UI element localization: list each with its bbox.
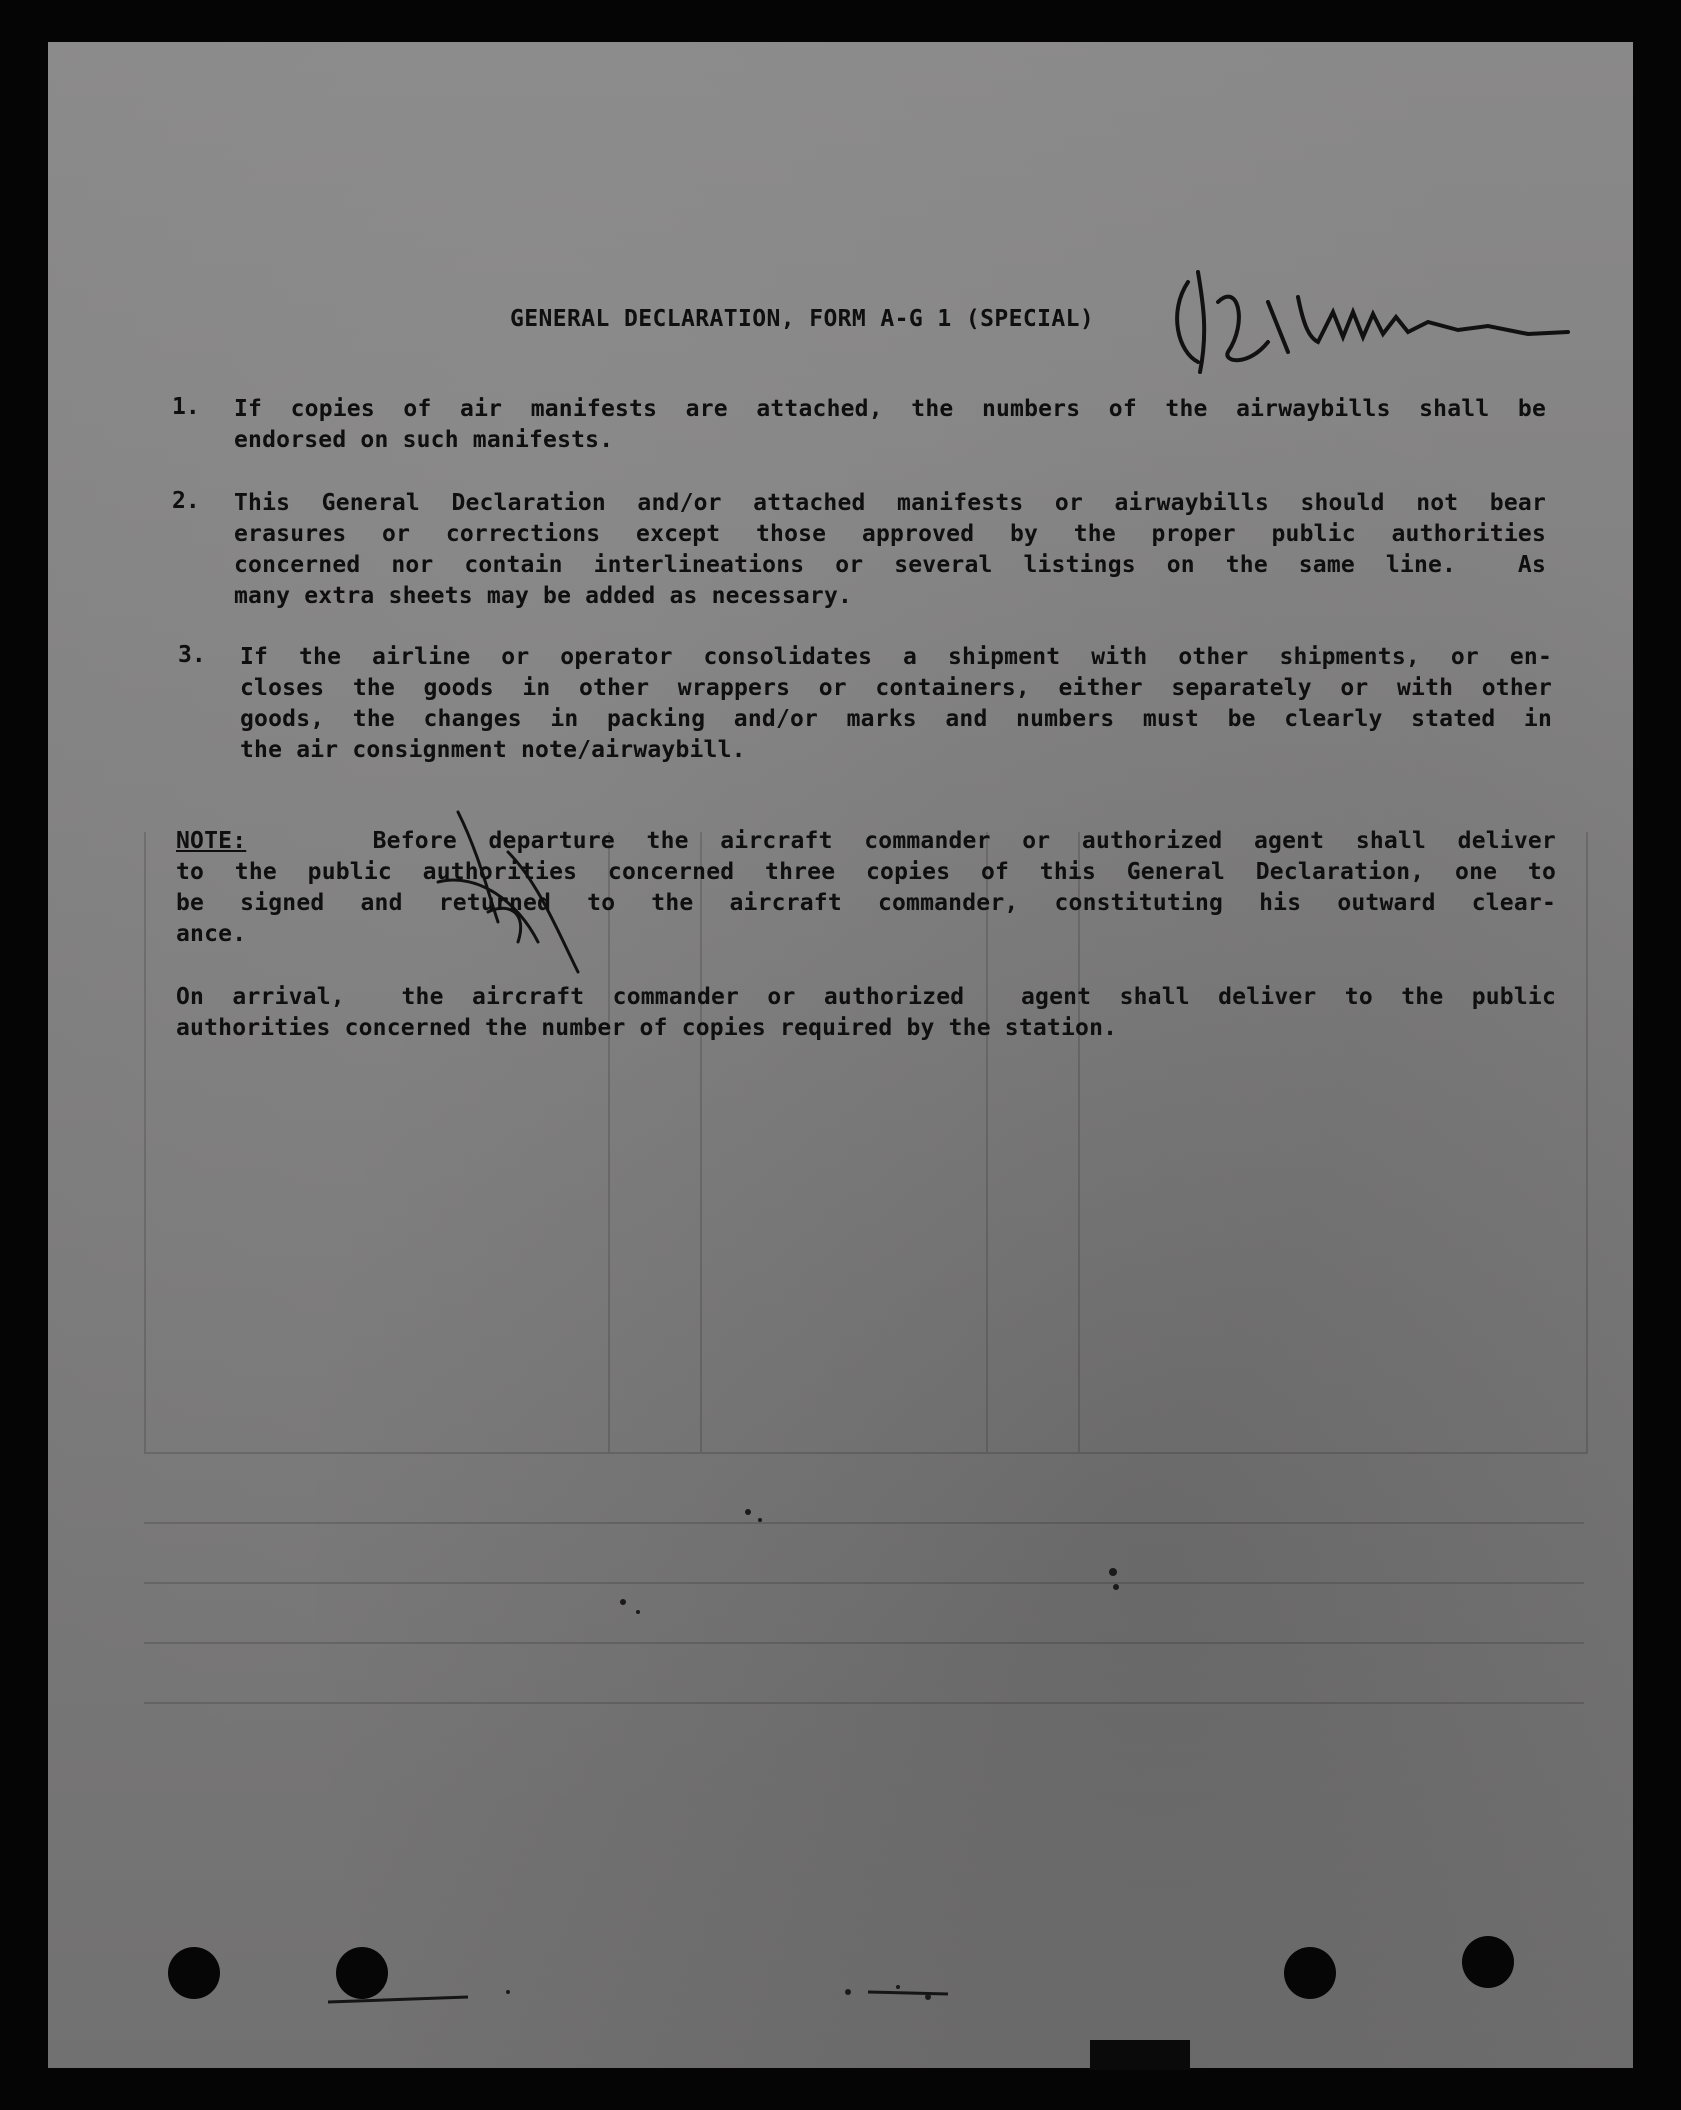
item-number: 2. <box>172 488 200 514</box>
paragraph-line: On arrival, the aircraft commander or authorized agent shall deliver to the public <box>176 984 1556 1010</box>
note-first-line-text: Before departure the aircraft commander or authorized agent shall deliver <box>372 828 1556 854</box>
scan-specks <box>48 42 1633 2068</box>
paragraph-line: If copies of air manifests are attached, the numbers of the airwaybills shall be <box>234 396 1546 422</box>
paragraph-line: This General Declaration and/or attached manifests or airwaybills should not bear <box>234 490 1546 516</box>
paragraph-line: erasures or corrections except those approved by the proper public authorities <box>234 521 1546 547</box>
paragraph-line: many extra sheets may be added as necessary. <box>234 583 853 609</box>
document-title: GENERAL DECLARATION, FORM A-G 1 (SPECIAL) <box>510 306 1095 332</box>
note-label: NOTE: <box>176 828 247 854</box>
item-number: 3. <box>178 642 206 668</box>
paragraph-line: endorsed on such manifests. <box>234 427 614 453</box>
document-page <box>48 42 1633 2068</box>
paragraph-line: goods, the changes in packing and/or marks and numbers must be clearly stated in <box>240 706 1552 732</box>
paragraph-line: the air consignment note/airwaybill. <box>240 737 746 763</box>
paragraph-line: concerned nor contain interlineations or several listings on the same line. As <box>234 552 1546 578</box>
scan-edge-tab <box>1090 2040 1190 2070</box>
paragraph-line: to the public authorities concerned three copies of this General Declaration, one to <box>176 859 1556 885</box>
paragraph-line: ance. <box>176 921 247 947</box>
item-number: 1. <box>172 394 200 420</box>
paragraph-line: closes the goods in other wrappers or containers, either separately or with other <box>240 675 1552 701</box>
paragraph-line: authorities concerned the number of copies required by the station. <box>176 1015 1118 1041</box>
paragraph-line: If the airline or operator consolidates a shipment with other shipments, or en- <box>240 644 1552 670</box>
paragraph-line: be signed and returned to the aircraft commander, constituting his outward clear- <box>176 890 1556 916</box>
